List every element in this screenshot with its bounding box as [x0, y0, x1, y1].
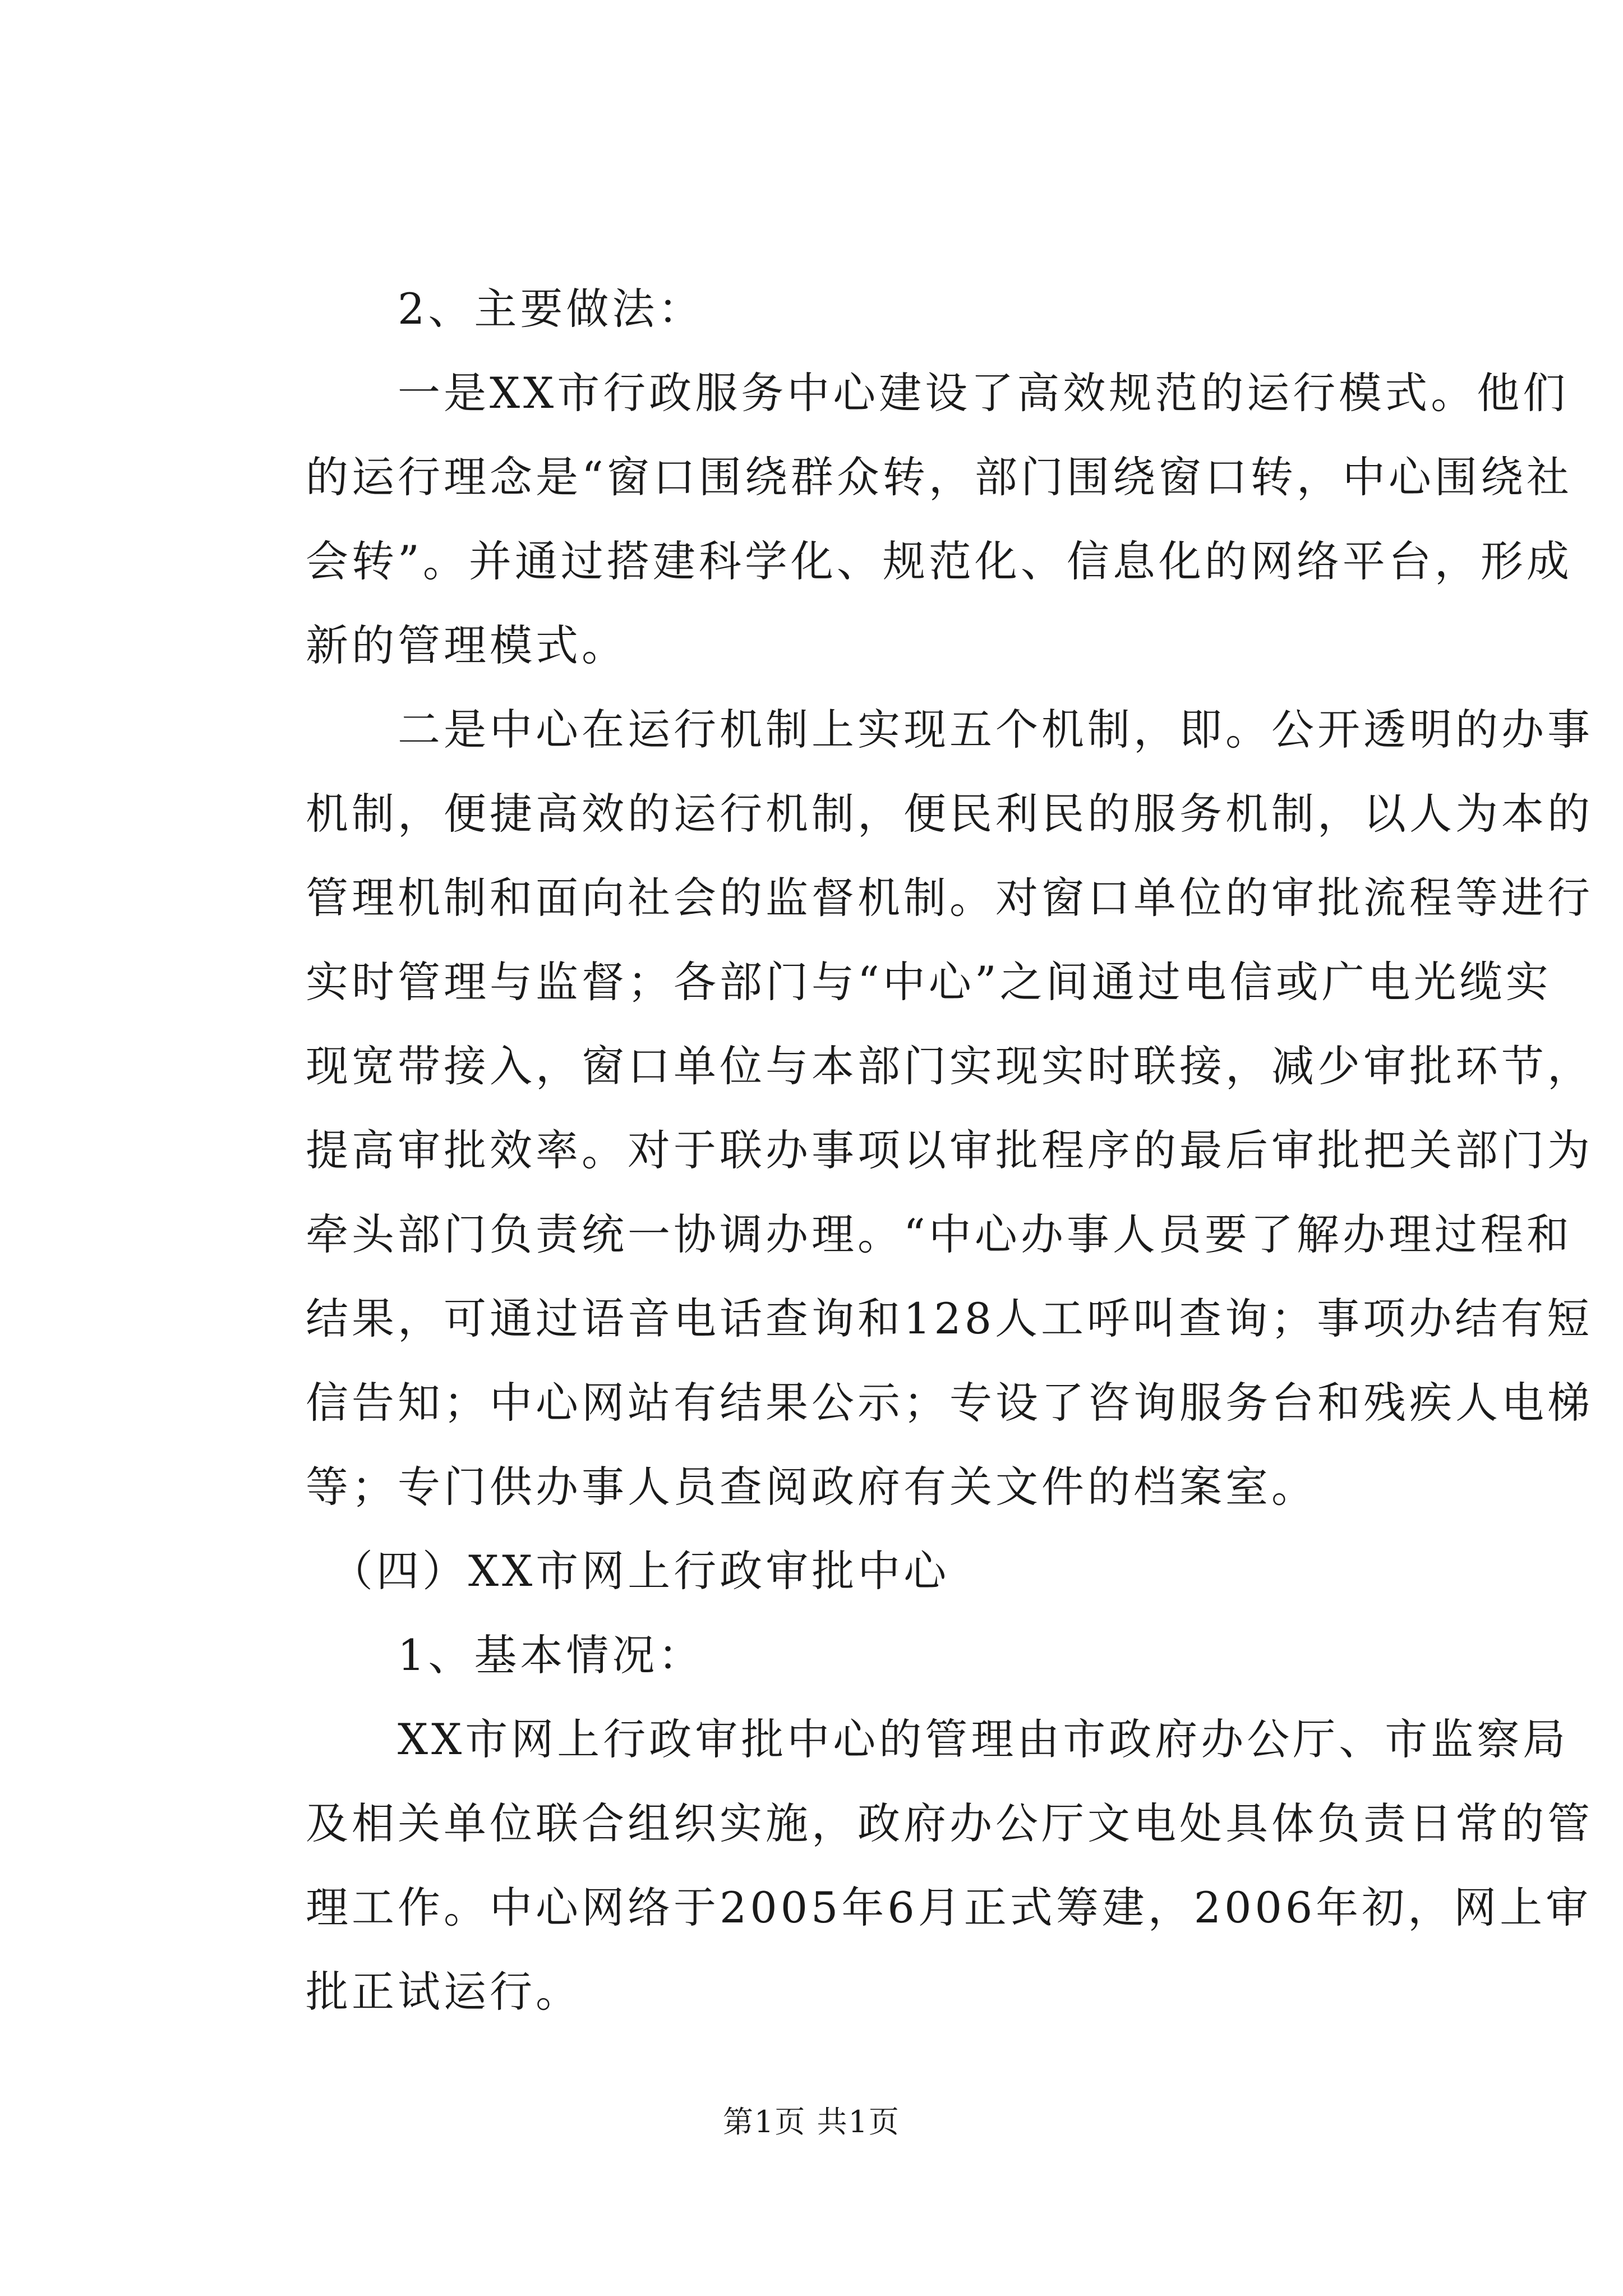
text-line-19: 及相关单位联合组织实施，政府办公厅文电处具体负责日常的管	[306, 1798, 1593, 1848]
text-line-17: 1、基本情况：	[306, 1630, 704, 1680]
text-line-3: 的运行理念是“窗口围绕群众转，部门围绕窗口转，中心围绕社	[306, 452, 1573, 502]
text-line-9: 实时管理与监督；各部门与“中心”之间通过电信或广电光缆实	[306, 957, 1552, 1007]
text-line-13: 结果，可通过语音电话查询和128人工呼叫查询；事项办结有短	[306, 1294, 1593, 1343]
text-line-10: 现宽带接入，窗口单位与本部门实现实时联接，减少审批环节，	[306, 1041, 1593, 1091]
text-line-14: 信告知；中心网站有结果公示；专设了咨询服务台和残疾人电梯	[306, 1378, 1593, 1428]
text-line-1: 2、主要做法：	[306, 284, 704, 334]
text-line-15: 等；专门供办事人员查阅政府有关文件的档案室。	[306, 1462, 1317, 1512]
text-line-16: （四）XX市网上行政审批中心	[306, 1546, 950, 1596]
text-line-18: XX市网上行政审批中心的管理由市政府办公厅、市监察局	[306, 1714, 1569, 1764]
page-footer: 第1页 共1页	[723, 2104, 900, 2139]
document-body	[306, 267, 1593, 2034]
text-line-2: 一是XX市行政服务中心建设了高效规范的运行模式。他们	[306, 368, 1569, 418]
text-line-8: 管理机制和面向社会的监督机制。对窗口单位的审批流程等进行	[306, 873, 1593, 923]
text-line-11: 提高审批效率。对于联办事项以审批程序的最后审批把关部门为	[306, 1125, 1593, 1175]
text-line-5: 新的管理模式。	[306, 620, 628, 670]
text-line-7: 机制，便捷高效的运行机制，便民利民的服务机制，以人为本的	[306, 789, 1593, 839]
text-line-12: 牵头部门负责统一协调办理。“中心办事人员要了解办理过程和	[306, 1209, 1573, 1259]
body-text	[306, 267, 1593, 2034]
text-line-20: 理工作。中心网络于2005年6月正式筹建，2006年初，网上审	[306, 1883, 1592, 1932]
text-line-4: 会转”。并通过搭建科学化、规范化、信息化的网络平台，形成	[306, 536, 1573, 586]
text-line-21: 批正试运行。	[306, 1967, 582, 2017]
text-line-6: 二是中心在运行机制上实现五个机制，即。公开透明的办事	[306, 705, 1593, 754]
